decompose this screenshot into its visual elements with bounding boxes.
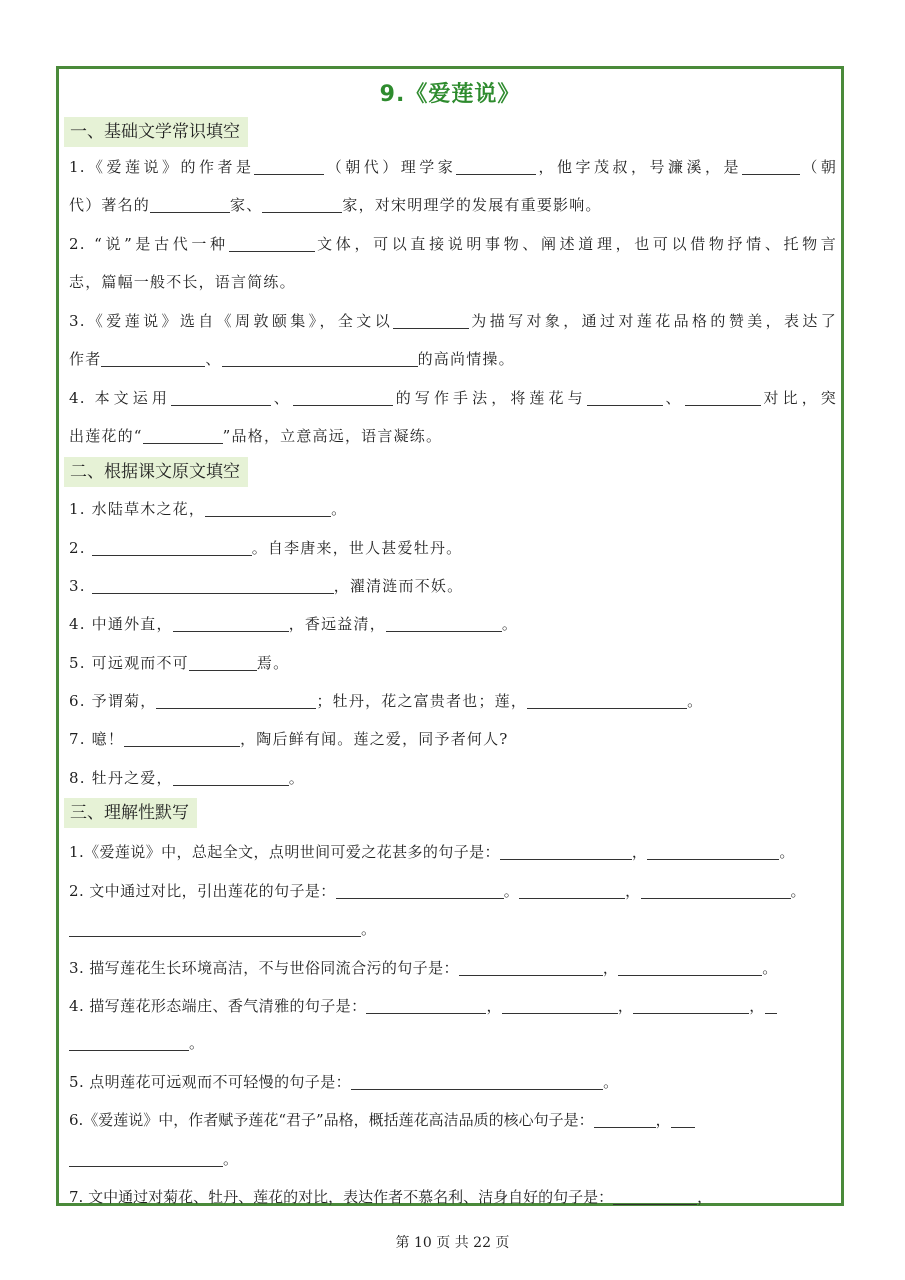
blank[interactable] bbox=[594, 1109, 656, 1128]
blank[interactable] bbox=[222, 348, 418, 367]
s2-q6: 6. 予谓菊， ；牡丹，花之富贵者也；莲， 。 bbox=[69, 692, 704, 710]
blank[interactable] bbox=[336, 880, 504, 899]
s1-q4-line1: 4. 本文运用 、 的写作手法，将莲花与 、 对比，突 bbox=[69, 389, 838, 407]
blank[interactable] bbox=[143, 425, 223, 444]
s1-q3-line2: 作者 、 的高尚情操。 bbox=[69, 350, 515, 368]
s2-q3: 3. ，濯清涟而不妖。 bbox=[69, 577, 464, 595]
blank[interactable] bbox=[124, 728, 240, 747]
section-heading-1: 一、基础文学常识填空 bbox=[64, 117, 248, 147]
s3-q2-line2: 。 bbox=[69, 917, 837, 941]
blank[interactable] bbox=[205, 498, 331, 517]
blank[interactable] bbox=[500, 841, 632, 860]
s3-q1: 1.《爱莲说》中，总起全文，点明世间可爱之花甚多的句子是： ， 。 bbox=[69, 843, 795, 861]
s3-q3: 3. 描写莲花生长环境高洁，不与世俗同流合污的句子是： ， 。 bbox=[69, 959, 778, 977]
blank[interactable] bbox=[742, 156, 800, 175]
s3-q5: 5. 点明莲花可远观而不可轻慢的句子是： 。 bbox=[69, 1073, 619, 1091]
blank[interactable] bbox=[502, 995, 618, 1014]
blank[interactable] bbox=[456, 156, 536, 175]
blank[interactable] bbox=[69, 1032, 189, 1051]
blank[interactable] bbox=[685, 387, 761, 406]
blank[interactable] bbox=[519, 880, 625, 899]
s1-q1-line2: 代）著名的 家、 家，对宋明理学的发展有重要影响。 bbox=[69, 196, 602, 214]
blank[interactable] bbox=[459, 957, 603, 976]
blank[interactable] bbox=[262, 194, 342, 213]
s2-q2: 2. 。自李唐来，世人甚爱牡丹。 bbox=[69, 539, 463, 557]
blank[interactable] bbox=[613, 1186, 697, 1205]
blank[interactable] bbox=[189, 652, 257, 671]
section-heading-2: 二、根据课文原文填空 bbox=[64, 457, 248, 487]
blank[interactable] bbox=[527, 690, 687, 709]
blank[interactable] bbox=[156, 690, 316, 709]
blank[interactable] bbox=[171, 387, 271, 406]
s3-q6-line2: 。 bbox=[69, 1147, 837, 1171]
s1-q1-line1: 1.《爱莲说》的作者是 （朝代）理学家 ，他字茂叔，号濂溪，是 （朝 bbox=[69, 158, 838, 176]
s3-q6-line1: 6.《爱莲说》中，作者赋予莲花“君子”品格，概括莲花高洁品质的核心句子是： ， bbox=[69, 1108, 837, 1132]
s1-q2-line2: 志，篇幅一般不长，语言简练。 bbox=[69, 273, 296, 291]
blank[interactable] bbox=[69, 1148, 223, 1167]
blank[interactable] bbox=[351, 1071, 603, 1090]
blank[interactable] bbox=[69, 918, 361, 937]
blank[interactable] bbox=[101, 348, 205, 367]
s3-q4-line1: 4. 描写莲花形态端庄、香气清雅的句子是： ， ， ， bbox=[69, 994, 837, 1018]
blank[interactable] bbox=[393, 310, 469, 329]
blank[interactable] bbox=[641, 880, 791, 899]
blank[interactable] bbox=[173, 613, 289, 632]
page-title: 9.《爱莲说》 bbox=[379, 82, 521, 107]
s2-q4: 4. 中通外直， ，香远益清， 。 bbox=[69, 615, 519, 633]
s2-q8: 8. 牡丹之爱， 。 bbox=[69, 769, 305, 787]
blank[interactable] bbox=[618, 957, 762, 976]
s3-q7: 7. 文中通过对菊花、牡丹、莲花的对比，表达作者不慕名利、洁身自好的句子是： ， bbox=[69, 1188, 713, 1206]
s2-q7: 7. 噫！ ，陶后鲜有闻。莲之爱，同予者何人? bbox=[69, 730, 509, 748]
page-footer: 第 10 页 共 22 页 bbox=[395, 1235, 510, 1251]
s2-q5: 5. 可远观而不可 焉。 bbox=[69, 654, 290, 672]
blank[interactable] bbox=[229, 233, 315, 252]
blank[interactable] bbox=[587, 387, 663, 406]
blank[interactable] bbox=[647, 841, 779, 860]
s2-q1: 1. 水陆草木之花， 。 bbox=[69, 500, 348, 518]
blank[interactable] bbox=[92, 537, 252, 556]
blank[interactable] bbox=[671, 1109, 695, 1128]
blank[interactable] bbox=[765, 995, 777, 1014]
s1-q3-line1: 3.《爱莲说》选自《周敦颐集》，全文以 为描写对象，通过对莲花品格的赞美，表达了 bbox=[69, 312, 837, 330]
s1-q2-line1: 2. “说”是古代一种 文体，可以直接说明事物、阐述道理，也可以借物抒情、托物言 bbox=[69, 235, 837, 253]
blank[interactable] bbox=[254, 156, 324, 175]
s3-q2-line1: 2. 文中通过对比，引出莲花的句子是： 。 ， 。 bbox=[69, 882, 806, 900]
blank[interactable] bbox=[386, 613, 502, 632]
s3-q4-line2: 。 bbox=[69, 1031, 837, 1055]
blank[interactable] bbox=[366, 995, 486, 1014]
blank[interactable] bbox=[150, 194, 230, 213]
page-frame bbox=[56, 66, 844, 1206]
blank[interactable] bbox=[293, 387, 393, 406]
blank[interactable] bbox=[633, 995, 749, 1014]
blank[interactable] bbox=[92, 575, 334, 594]
s1-q4-line2: 出莲花的“ ”品格，立意高远，语言凝练。 bbox=[69, 427, 443, 445]
blank[interactable] bbox=[173, 767, 289, 786]
section-heading-3: 三、理解性默写 bbox=[64, 798, 197, 828]
